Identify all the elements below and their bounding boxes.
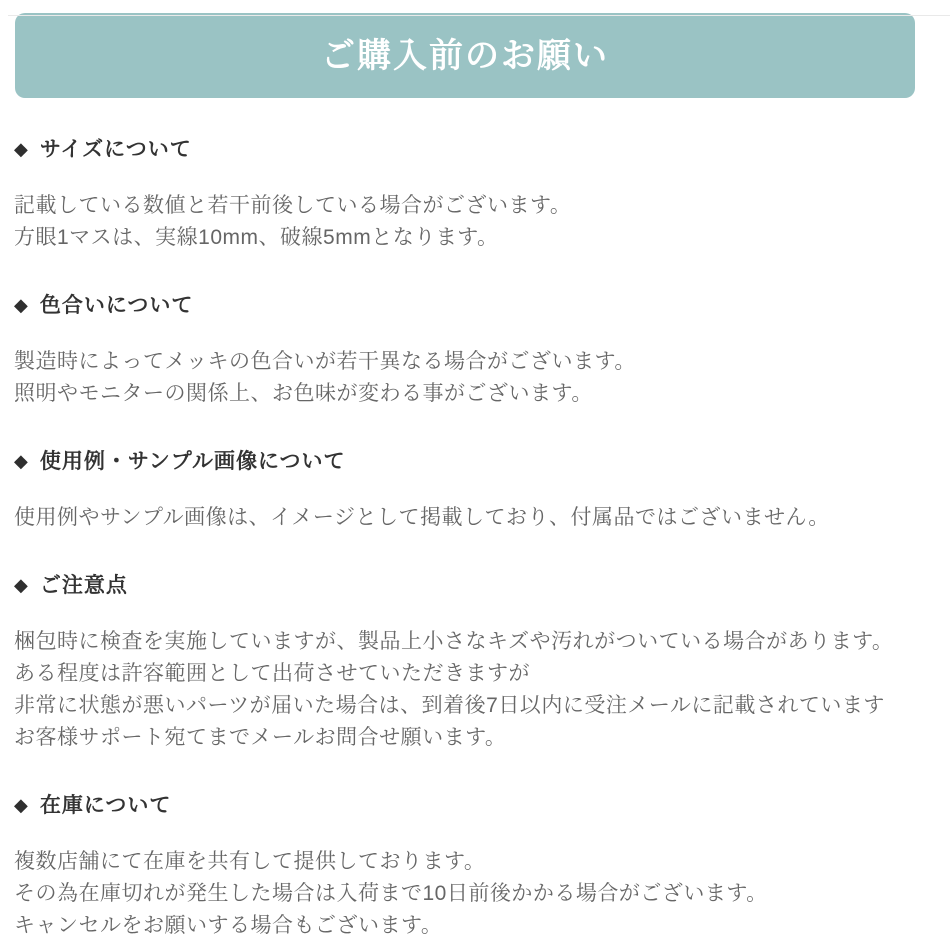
section-heading-label: 在庫について bbox=[39, 794, 172, 817]
body-line: 照明やモニターの関係上、お色味が変わる事がございます。 bbox=[14, 382, 593, 405]
section-body bbox=[14, 502, 936, 534]
body-line: 方眼1マスは、実線10mm、破線5mmとなります。 bbox=[14, 226, 499, 249]
section-heading bbox=[14, 572, 936, 599]
body-line: 使用例やサンプル画像は、イメージとして掲載しており、付属品ではございません。 bbox=[14, 506, 830, 529]
body-line: 梱包時に検査を実施していますが、製品上小さなキズや汚れがついている場合があります。 bbox=[14, 630, 894, 653]
body-line: ある程度は許容範囲として出荷させていただきますが bbox=[14, 662, 530, 685]
section-heading bbox=[14, 136, 936, 163]
body-line: 製造時によってメッキの色合いが若干異なる場合がございます。 bbox=[14, 350, 636, 373]
section-heading-label: 使用例・サンプル画像について bbox=[39, 450, 346, 473]
section-body bbox=[14, 346, 936, 410]
section-heading-label: サイズについて bbox=[39, 138, 192, 161]
top-divider bbox=[8, 15, 950, 16]
body-line: 記載している数値と若干前後している場合がございます。 bbox=[14, 194, 572, 217]
section-heading-label: 色合いについて bbox=[39, 294, 194, 317]
section-size bbox=[14, 136, 936, 254]
body-line: お客様サポート宛てまでメールお問合せ願います。 bbox=[14, 726, 507, 749]
section-sample-images bbox=[14, 448, 936, 534]
section-body bbox=[14, 626, 936, 754]
notice-banner bbox=[15, 13, 915, 98]
diamond-bullet-icon: ◆ bbox=[14, 795, 29, 815]
diamond-bullet-icon: ◆ bbox=[14, 575, 29, 595]
body-line: その為在庫切れが発生した場合は入荷まで10日前後かかる場合がございます。 bbox=[14, 882, 768, 905]
section-body bbox=[14, 846, 936, 942]
page-title: ご購入前のお願い bbox=[321, 36, 609, 75]
section-cautions bbox=[14, 572, 936, 754]
section-color bbox=[14, 292, 936, 410]
diamond-bullet-icon: ◆ bbox=[14, 139, 29, 159]
section-heading-label: ご注意点 bbox=[39, 574, 128, 597]
section-heading bbox=[14, 448, 936, 475]
section-body bbox=[14, 190, 936, 254]
diamond-bullet-icon: ◆ bbox=[14, 451, 29, 471]
body-line: 複数店舗にて在庫を共有して提供しております。 bbox=[14, 850, 486, 873]
diamond-bullet-icon: ◆ bbox=[14, 295, 29, 315]
section-heading bbox=[14, 292, 936, 319]
notice-content bbox=[0, 136, 950, 942]
section-heading bbox=[14, 792, 936, 819]
body-line: キャンセルをお願いする場合もございます。 bbox=[14, 914, 443, 937]
notice-page bbox=[0, 13, 950, 950]
body-line: 非常に状態が悪いパーツが届いた場合は、到着後7日以内に受注メールに記載されています bbox=[14, 694, 885, 717]
section-stock bbox=[14, 792, 936, 942]
